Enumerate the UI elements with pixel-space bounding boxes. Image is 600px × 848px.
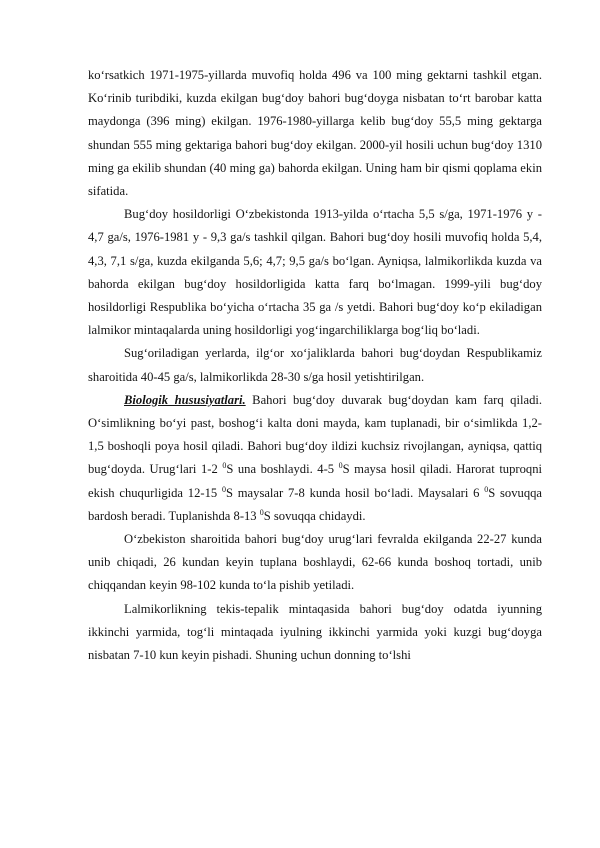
paragraph-ripening-period: [88, 598, 542, 668]
degree-mark: 0: [222, 461, 227, 471]
paragraph-text-part: Bahori bug‘doy duvarak bug‘doydan kam farq qiladi. O‘simlikning bo‘yi past, boshog‘i kalta doni mayda, kam tuplanadi, bir o‘simlikda 1,2-1,5 boshoqli poya hosil qiladi. Bahori bug‘doy ildizi kuchsiz rivojlangan, ayniqsa, qattiq bug‘doyda. Urug‘lari 1-2: [88, 392, 543, 477]
paragraph-biological-features: [88, 389, 542, 528]
degree-mark: 0: [259, 507, 264, 517]
paragraph-text: Bug‘doy hosildorligi O‘zbekistonda 1913-yilda o‘rtacha 5,5 s/ga, 1971-1976 y - 4,7 ga/s, 1976-1981 y - 9,3 ga/s tashkil qilgan. Bahori bug‘doy hosili muvofiq holda 5,4, 4,3, 7,1 s/ga, kuzda ekilganda 5,6; 4,7; 9,5 ga/s bo‘lgan. Ayniqsa, lalmikorlikda kuzda va bahorda ekilgan bug‘doy hosildorligida katta farq bo‘lmagan. 1999-yili bug‘doy hosildorligi Respublika bo‘yicha o‘rtacha 35 ga /s yetdi. Bahori bug‘doy ko‘p ekiladigan lalmikor mintaqalarda uning hosildorligi yog‘ingarchiliklarga bog‘liq bo‘ladi.: [88, 207, 542, 338]
paragraph-text-part: S maysalar 7-8 kunda hosil bo‘ladi. Maysalari 6: [225, 485, 485, 500]
paragraph-text: O‘zbekiston sharoitida bahori bug‘doy urug‘lari fevralda ekilganda 22-27 kunda unib chiqadi, 26 kundan keyin tuplana boshlaydi, 62-66 kunda boshoq tortadi, unib chiqqandan keyin 98-102 kunda to‘la pishib yetiladi.: [88, 532, 542, 593]
paragraph-text-part: S sovuqqa chidaydi.: [263, 508, 366, 523]
paragraph-text-part: S una boshlaydi. 4-5: [226, 462, 339, 477]
paragraph-text: Sug‘oriladigan yerlarda, ilg‘or xo‘jaliklarda bahori bug‘doydan Respublikamiz sharoitida 40-45 ga/s, lalmikorlikda 28-30 s/ga hosil yetishtirilgan.: [88, 346, 542, 384]
section-heading: Biologik hususiyatlari.: [124, 392, 246, 407]
paragraph-text-part: S maysa hosil qiladi. Harorat tuproqni ekish chuqurligida 12-15: [88, 462, 542, 500]
degree-mark: 0: [338, 461, 343, 471]
paragraph-text: ko‘rsatkich 1971-1975-yillarda muvofiq holda 496 va 100 ming gektarni tashkil etgan. Ko‘rinib turibdiki, kuzda ekilgan bug‘doy bahori bug‘doyga nisbatan to‘rt barobar katta maydonga (396 ming) ekilgan. 1976-1980-yillarga kelib bug‘doy 55,5 ming gektarga shundan 555 ming gektariga bahori bug‘doy ekilgan. 2000-yil hosili uchun bug‘doy 1310 ming ga ekilib shundan (40 ming ga) bahorda ekilgan. Uning ham bir qismi qoplama ekin sifatida.: [88, 68, 542, 199]
paragraph-development-timeline: [88, 528, 542, 598]
paragraph-text-part: S sovuqqa bardosh beradi. Tuplanishda 8-13: [88, 485, 542, 523]
paragraph-text: Lalmikorlikning tekis-tepalik mintaqasida bahori bug‘doy odatda iyunning ikkinchi yarmida, tog‘li mintaqada iyulning ikkinchi yarmida yoki kuzgi bug‘doyga nisbatan 7-10 kun keyin pishadi. Shuning uchun donning to‘lshi: [88, 601, 542, 663]
paragraph-irrigated-yields: [88, 342, 542, 388]
paragraph-area-continuation: [88, 64, 542, 203]
paragraph-yield-statistics: [88, 203, 542, 342]
degree-mark: 0: [221, 484, 226, 494]
degree-mark: 0: [484, 484, 489, 494]
